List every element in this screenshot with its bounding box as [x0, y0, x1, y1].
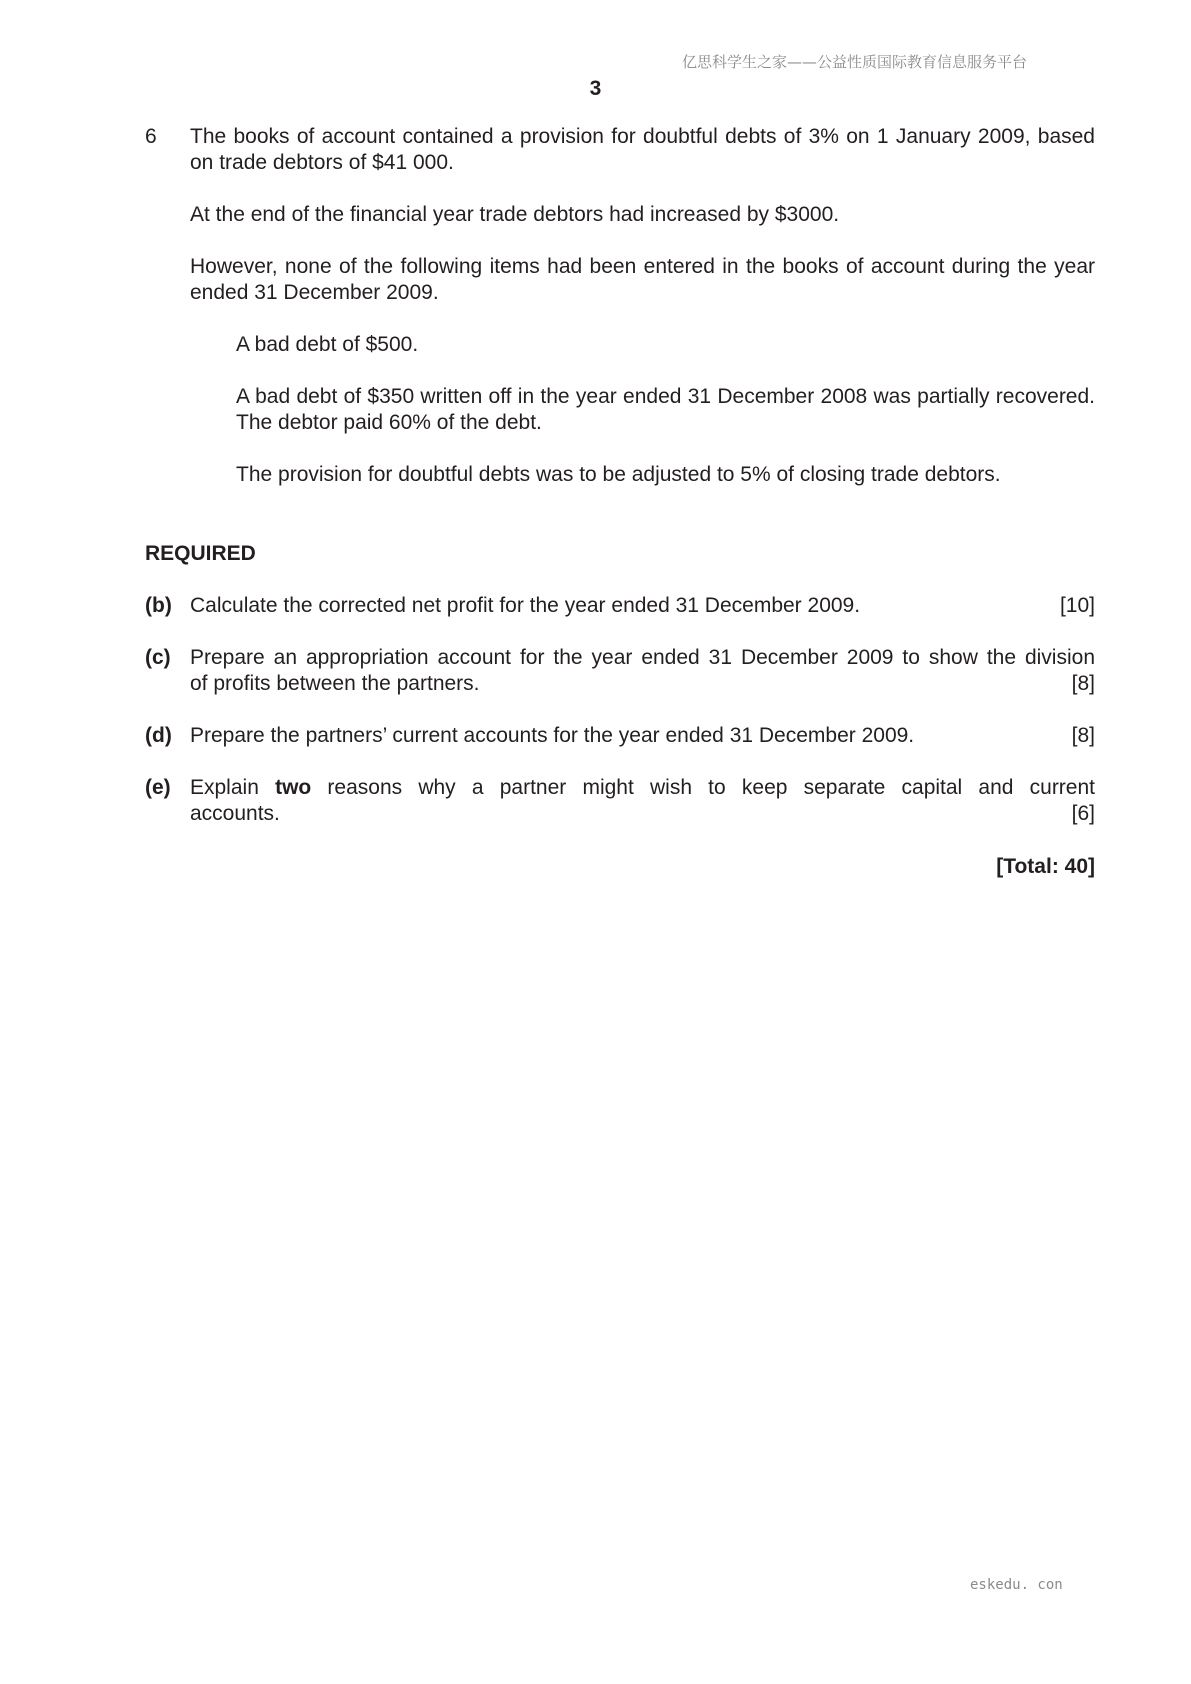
part-e-text-bold: two: [275, 776, 312, 799]
part-c-text-line-1: Prepare an appropriation account for the year ended 31 December 2009 to show the division: [190, 646, 1095, 669]
part-c: [190, 645, 1095, 697]
question-item-2: A bad debt of $350 written off in the year ended 31 December 2008 was partially recovered. The debtor paid 60% of the debt.: [236, 385, 1095, 434]
part-d-marks: [8]: [1071, 724, 1095, 747]
required-heading: REQUIRED: [145, 542, 256, 565]
part-e-text-after: reasons why a partner might wish to keep separate capital and current: [311, 776, 1095, 799]
part-d: [190, 723, 1095, 749]
footer-watermark: eskedu. con: [970, 1577, 1063, 1593]
question-paragraph-3: However, none of the following items had been entered in the books of account during the year ended 31 December 2009.: [190, 255, 1095, 304]
question-paragraph-1: The books of account contained a provision for doubtful debts of 3% on 1 January 2009, based on trade debtors of $41 000.: [190, 125, 1095, 174]
part-e-label: (e): [145, 776, 171, 799]
question-item-3: The provision for doubtful debts was to be adjusted to 5% of closing trade debtors.: [236, 463, 1001, 486]
part-c-text-line-2: of profits between the partners.: [190, 672, 480, 695]
question-item-1: A bad debt of $500.: [236, 333, 419, 356]
part-e-text-before: Explain: [190, 776, 276, 799]
part-e-text-line-2: accounts.: [190, 802, 280, 825]
question-paragraph-2: At the end of the financial year trade debtors had increased by $3000.: [190, 203, 840, 226]
part-d-text: Prepare the partners’ current accounts for the year ended 31 December 2009.: [190, 724, 915, 747]
total-marks: [Total: 40]: [996, 855, 1095, 878]
part-b-marks: [10]: [1059, 594, 1095, 617]
part-e-marks: [6]: [1071, 802, 1095, 825]
part-c-marks: [8]: [1071, 672, 1095, 695]
page-number: 3: [589, 77, 602, 100]
header-watermark: 亿思科学生之家——公益性质国际教育信息服务平台: [682, 53, 1028, 71]
part-e-text-line-1: [190, 775, 1095, 801]
part-b-label: (b): [145, 594, 172, 617]
question-number: 6: [145, 125, 157, 148]
part-d-label: (d): [145, 724, 172, 747]
part-b: [190, 593, 1095, 619]
part-c-label: (c): [145, 646, 171, 669]
part-e: [190, 775, 1095, 827]
part-b-text: Calculate the corrected net profit for the year ended 31 December 2009.: [190, 594, 861, 617]
